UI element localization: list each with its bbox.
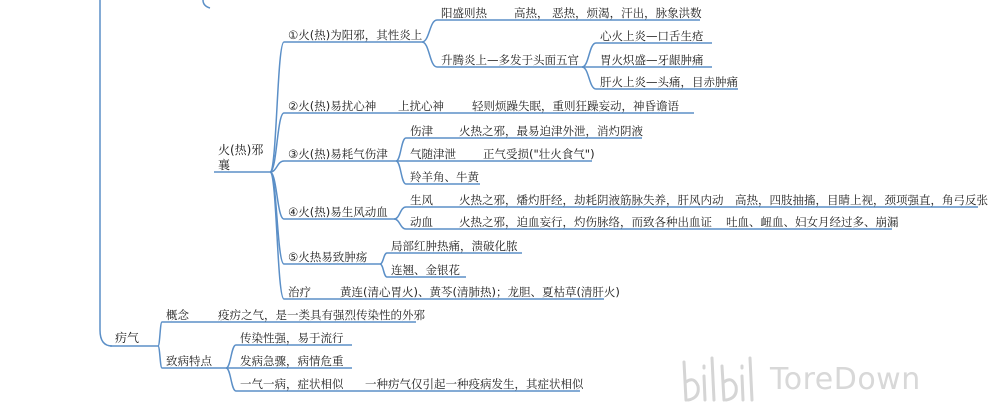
node-concept-desc[interactable]: 疫疠之气，是一类具有强烈传染性的外邪 [218, 308, 425, 322]
node-fire-mind[interactable]: ②火(热)易扰心神 [288, 99, 377, 113]
node-yang-heat[interactable]: 阳盛则热 [441, 6, 487, 20]
node-feature-one-qi[interactable]: 一气一病，症状相似 [240, 377, 344, 391]
node-feature-acute[interactable]: 发病急骤，病情危重 [240, 354, 344, 368]
node-blood-desc[interactable]: 火热之邪，迫血妄行，灼伤脉络，而致各种出血证 [459, 215, 712, 229]
bilibili-logo [676, 352, 766, 408]
node-feature-one-qi-desc[interactable]: 一种疠气仅引起一种疫病发生，其症状相似 [365, 377, 584, 391]
node-feature-contagious[interactable]: 传染性强，易于流行 [240, 331, 344, 345]
node-treatment[interactable]: 治疗 [288, 285, 311, 299]
node-wind[interactable]: 生风 [410, 193, 433, 207]
node-hurt-fluid-desc[interactable]: 火热之邪，最易迫津外泄，消灼阴液 [459, 124, 643, 138]
node-blood-symptoms[interactable]: 吐血、衄血、妇女月经过多、崩漏 [726, 215, 899, 229]
node-yang-heat-symptoms[interactable]: 高热， 恶热，烦渴，汗出，脉象洪数 [514, 6, 702, 20]
node-fire-wind[interactable]: ④火(热)易生风动血 [288, 205, 388, 219]
node-features[interactable]: 致病特点 [166, 354, 212, 368]
node-fire-yang[interactable]: ①火(热)为阳邪，其性炎上 [288, 28, 423, 42]
node-blood[interactable]: 动血 [410, 215, 433, 229]
node-fire-qi[interactable]: ③火(热)易耗气伤津 [288, 147, 388, 161]
node-hurt-fluid[interactable]: 伤津 [410, 124, 433, 138]
node-rise-head[interactable]: 升腾炎上—多发于头面五官 [441, 53, 579, 67]
node-qi-loss-desc[interactable]: 正气受损("壮火食气") [483, 147, 595, 161]
node-lianqiao[interactable]: 连翘、金银花 [391, 263, 460, 277]
node-liqi[interactable]: 疠气 [115, 331, 140, 345]
node-disturb-mind-symptoms[interactable]: 轻则烦躁失眠，重则狂躁妄动，神昏谵语 [472, 99, 679, 113]
node-wind-desc[interactable]: 火热之邪，燔灼肝经，劫耗阴液筋脉失养，肝风内动 [459, 193, 724, 207]
watermark-text: ToreDown [770, 362, 921, 397]
node-lingyang[interactable]: 羚羊角、牛黄 [410, 170, 479, 184]
node-wind-symptoms[interactable]: 高热，四肢抽搐，目睛上视，颈项强直，角弓反张 [735, 193, 988, 207]
node-sore-local[interactable]: 局部红肿热痛，溃破化脓 [391, 239, 518, 253]
node-huore-cont: 襄 [218, 158, 231, 172]
node-liver-fire[interactable]: 肝火上炎—头痛，目赤肿痛 [600, 75, 738, 89]
node-treatment-herbs[interactable]: 黄连(清心胃火)、黄芩(清肺热)；龙胆、夏枯草(清肝火) [340, 285, 620, 299]
node-stomach-fire[interactable]: 胃火炽盛—牙龈肿痛 [600, 53, 704, 67]
node-disturb-mind[interactable]: 上扰心神 [398, 99, 444, 113]
node-huore[interactable]: 火(热)邪 [218, 143, 264, 157]
node-fire-sore[interactable]: ⑤火热易致肿疡 [288, 250, 368, 264]
node-heart-fire[interactable]: 心火上炎—口舌生疮 [600, 29, 704, 43]
node-qi-loss[interactable]: 气随津泄 [410, 147, 456, 161]
node-concept[interactable]: 概念 [166, 308, 189, 322]
